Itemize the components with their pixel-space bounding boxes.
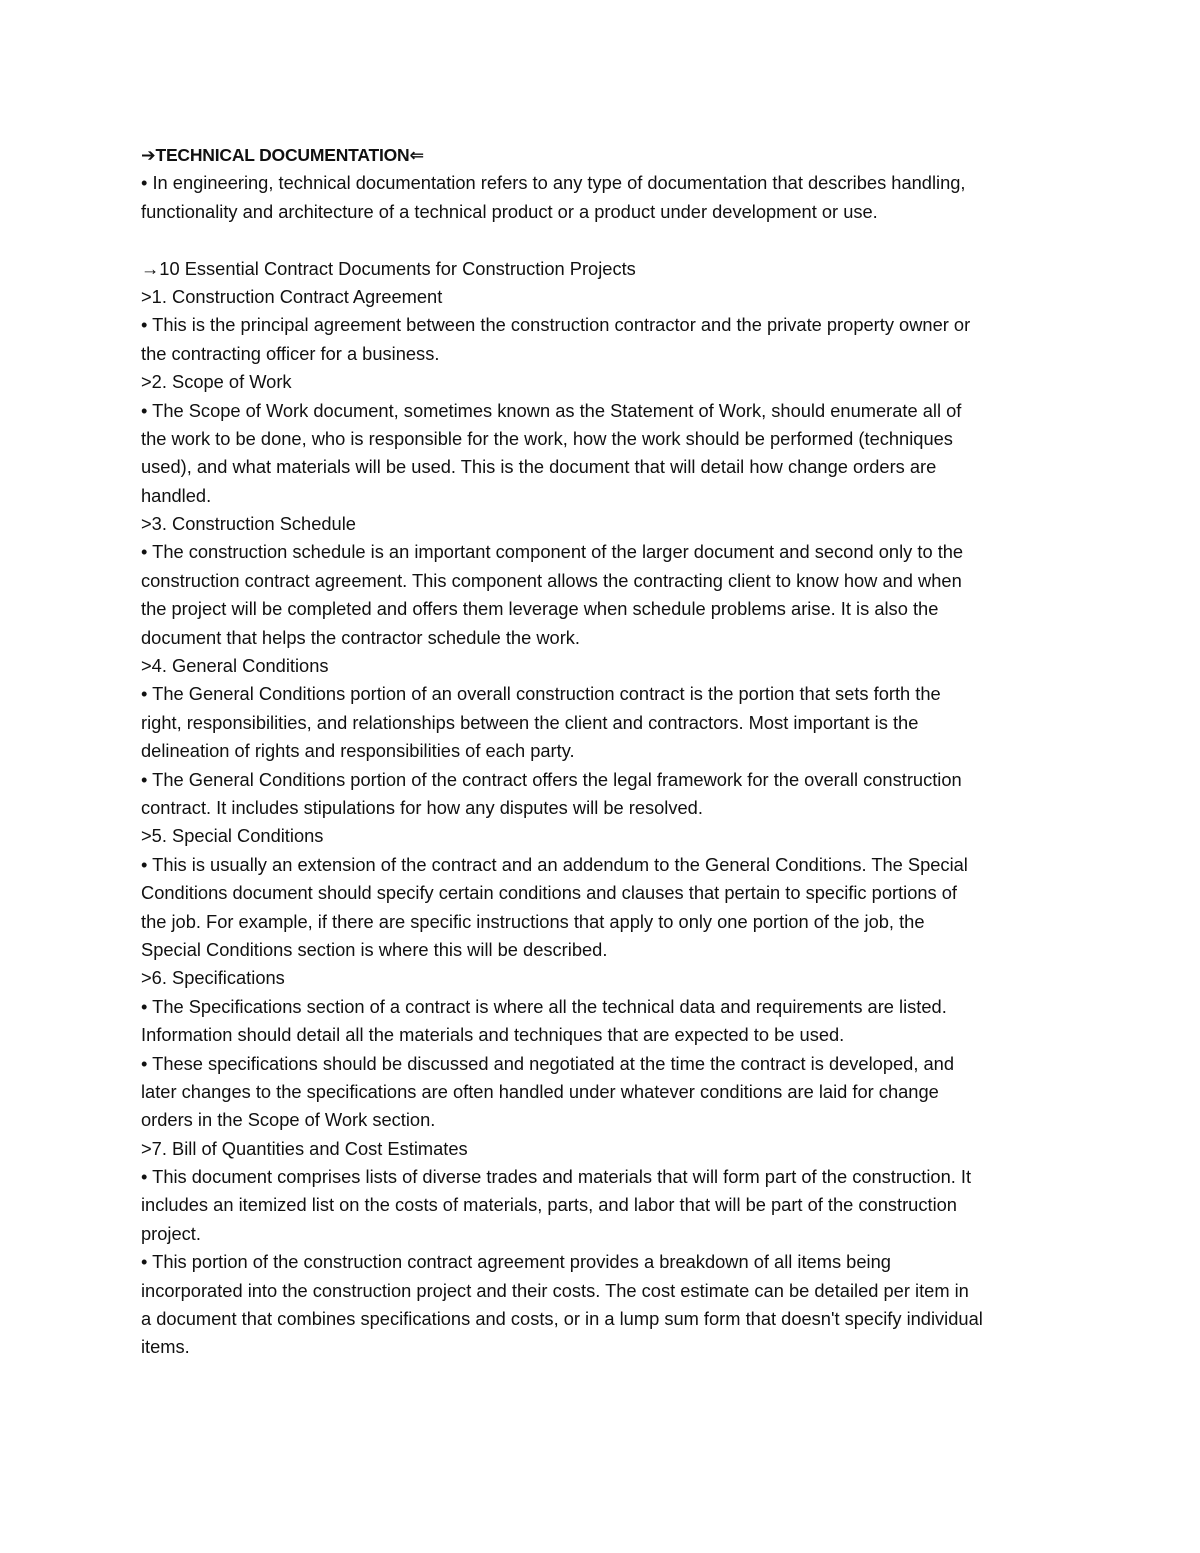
- bullet-line: • These specifications should be discussed and negotiated at the time the contract is developed, and: [141, 1052, 954, 1074]
- paragraph-line: Special Conditions section is where this will be described.: [141, 938, 608, 960]
- blank-line: [141, 226, 1066, 254]
- paragraph-line: orders in the Scope of Work section.: [141, 1109, 436, 1131]
- section-heading: >7. Bill of Quantities and Cost Estimates: [141, 1137, 468, 1159]
- paragraph-line: the work to be done, who is responsible for the work, how the work should be performed (techniques: [141, 427, 953, 449]
- paragraph-line: right, responsibilities, and relationships between the client and contractors. Most important is the: [141, 711, 919, 733]
- paragraph-line: document that helps the contractor schedule the work.: [141, 626, 580, 648]
- left-arrow-icon: ⇐: [409, 145, 424, 165]
- bullet-line: • This is the principal agreement between the construction contractor and the private property owner or: [141, 314, 971, 336]
- section-heading: >6. Specifications: [141, 967, 285, 989]
- paragraph-line: Information should detail all the materials and techniques that are expected to be used.: [141, 1024, 845, 1046]
- paragraph-line: incorporated into the construction project and their costs. The cost estimate can be detailed per item in: [141, 1279, 969, 1301]
- bullet-line: • The Scope of Work document, sometimes known as the Statement of Work, should enumerate all of: [141, 399, 962, 421]
- bullet-line: • This portion of the construction contract agreement provides a breakdown of all items being: [141, 1251, 891, 1273]
- paragraph-line: items.: [141, 1336, 190, 1358]
- section-heading: >3. Construction Schedule: [141, 513, 356, 535]
- paragraph-line: functionality and architecture of a technical product or a product under development or use.: [141, 200, 878, 222]
- paragraph-line: contract. It includes stipulations for how any disputes will be resolved.: [141, 796, 703, 818]
- paragraph-line: a document that combines specifications and costs, or in a lump sum form that doesn't specify individual: [141, 1308, 983, 1330]
- paragraph-line: construction contract agreement. This component allows the contracting client to know how and when: [141, 569, 962, 591]
- paragraph-line: includes an itemized list on the costs of materials, parts, and labor that will be part of the construction: [141, 1194, 957, 1216]
- paragraph-line: later changes to the specifications are often handled under whatever conditions are laid for change: [141, 1080, 939, 1102]
- document-body: [141, 169, 1066, 1361]
- paragraph-line: the contracting officer for a business.: [141, 342, 440, 364]
- list-heading: →10 Essential Contract Documents for Construction Projects: [141, 257, 636, 279]
- document-title: [141, 141, 1066, 169]
- section-heading: >2. Scope of Work: [141, 371, 292, 393]
- section-heading: >1. Construction Contract Agreement: [141, 285, 443, 307]
- bullet-line: • This is usually an extension of the contract and an addendum to the General Conditions. The Special: [141, 853, 968, 875]
- paragraph-line: project.: [141, 1222, 201, 1244]
- bullet-line: • The General Conditions portion of the contract offers the legal framework for the overall construction: [141, 768, 962, 790]
- bullet-line: • The Specifications section of a contract is where all the technical data and requirements are listed.: [141, 995, 947, 1017]
- section-heading: >5. Special Conditions: [141, 825, 324, 847]
- paragraph-line: used), and what materials will be used. This is the document that will detail how change orders are: [141, 456, 937, 478]
- bullet-line: • The construction schedule is an important component of the larger document and second only to the: [141, 541, 964, 563]
- paragraph-line: delineation of rights and responsibilities of each party.: [141, 740, 575, 762]
- bullet-line: • The General Conditions portion of an overall construction contract is the portion that sets forth the: [141, 683, 941, 705]
- section-heading: >4. General Conditions: [141, 655, 329, 677]
- bullet-line: • This document comprises lists of diverse trades and materials that will form part of the construction. It: [141, 1166, 972, 1188]
- paragraph-line: the job. For example, if there are specific instructions that apply to only one portion of the job, the: [141, 910, 925, 932]
- right-arrow-icon: ➔: [141, 145, 156, 165]
- paragraph-line: the project will be completed and offers them leverage when schedule problems arise. It is also the: [141, 598, 939, 620]
- document-page: [141, 141, 1066, 1362]
- paragraph-line: Conditions document should specify certain conditions and clauses that pertain to specific portions of: [141, 882, 958, 904]
- bullet-line: • In engineering, technical documentation refers to any type of documentation that describes handling,: [141, 172, 966, 194]
- document-title-text: TECHNICAL DOCUMENTATION: [155, 145, 410, 165]
- paragraph-line: handled.: [141, 484, 212, 506]
